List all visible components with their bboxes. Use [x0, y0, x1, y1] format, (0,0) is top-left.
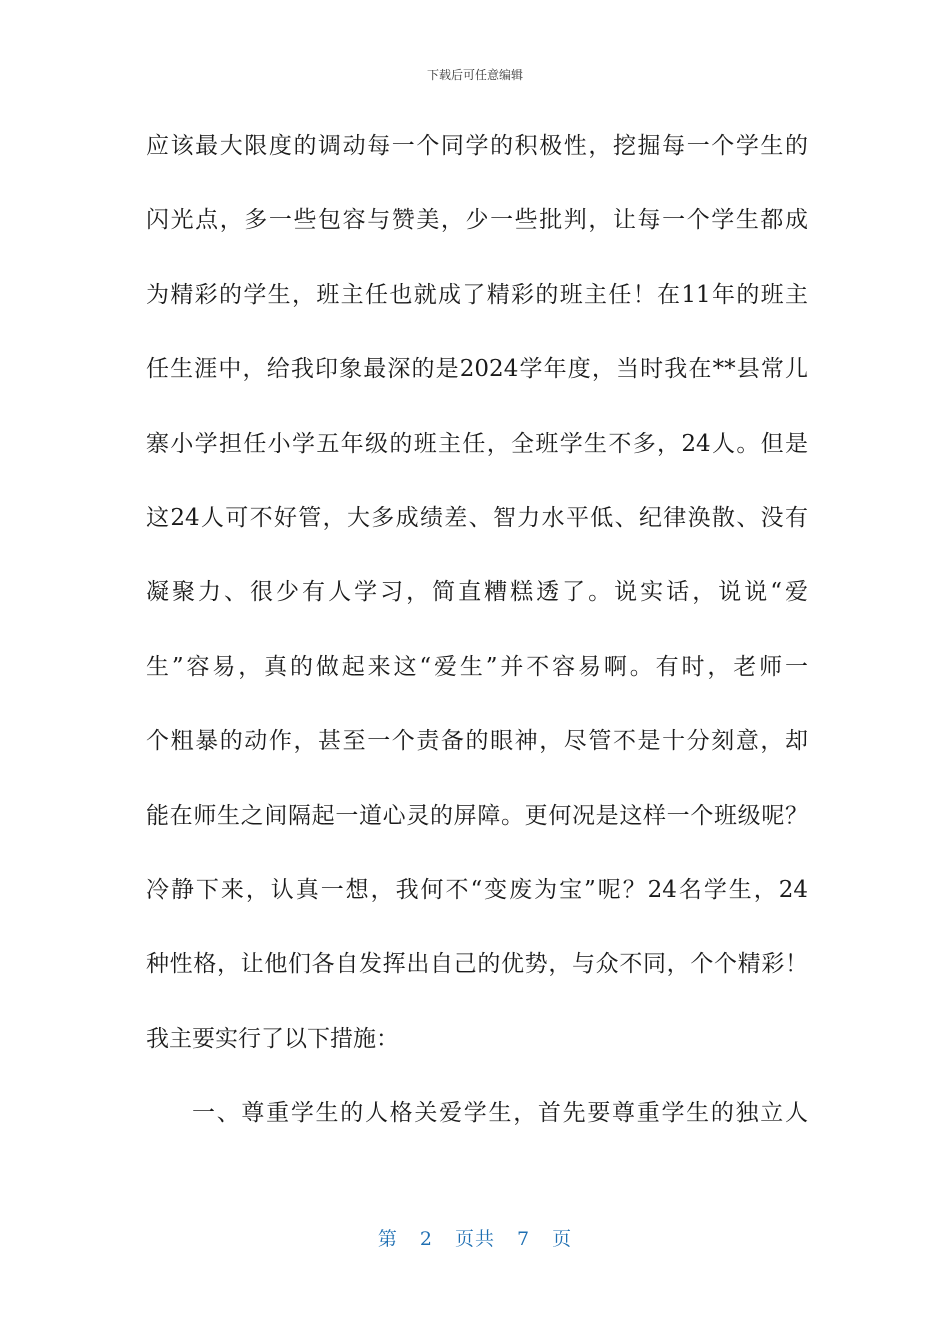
body-line-5: 寨小学担任小学五年级的班主任，全班学生不多，24人。但是	[146, 430, 808, 457]
body-line-9: 个粗暴的动作，甚至一个责备的眼神，尽管不是十分刻意，却	[146, 728, 808, 755]
body-line-1: 应该最大限度的调动每一个同学的积极性，挖掘每一个学生的	[146, 133, 808, 159]
body-line-2: 闪光点，多一些包容与赞美，少一些批判，让每一个学生都成	[146, 207, 808, 234]
body-line-8: 生”容易，真的做起来这“爱生”并不容易啊。有时，老师一	[146, 653, 808, 680]
body-line-11: 冷静下来，认真一想，我何不“变废为宝”呢？24名学生，24	[146, 876, 808, 903]
body-line-12: 种性格，让他们各自发挥出自己的优势，与众不同，个个精彩！	[146, 951, 808, 978]
document-body	[146, 124, 808, 1165]
footer-prefix: 第	[377, 1228, 398, 1250]
footer-current-page: 2	[419, 1228, 433, 1250]
body-line-13: 我主要实行了以下措施：	[146, 1025, 399, 1052]
body-line-14: 一、尊重学生的人格关爱学生，首先要尊重学生的独立人	[192, 1100, 808, 1127]
footer-suffix: 页	[552, 1228, 573, 1250]
body-line-3: 为精彩的学生，班主任也就成了精彩的班主任！在11年的班主	[146, 281, 808, 308]
footer-middle: 页共	[454, 1228, 495, 1250]
page-number-footer	[0, 1224, 950, 1251]
body-line-4: 任生涯中，给我印象最深的是2024学年度，当时我在**县常儿	[146, 356, 808, 383]
page-header: 下载后可任意编辑	[426, 68, 523, 82]
body-line-10: 能在师生之间隔起一道心灵的屏障。更何况是这样一个班级呢？	[146, 802, 808, 829]
body-line-6: 这24人可不好管，大多成绩差、智力水平低、纪律涣散、没有	[146, 504, 808, 531]
footer-total-pages: 7	[517, 1228, 531, 1250]
body-line-7: 凝聚力、很少有人学习，简直糟糕透了。说实话，说说“爱	[146, 579, 808, 606]
